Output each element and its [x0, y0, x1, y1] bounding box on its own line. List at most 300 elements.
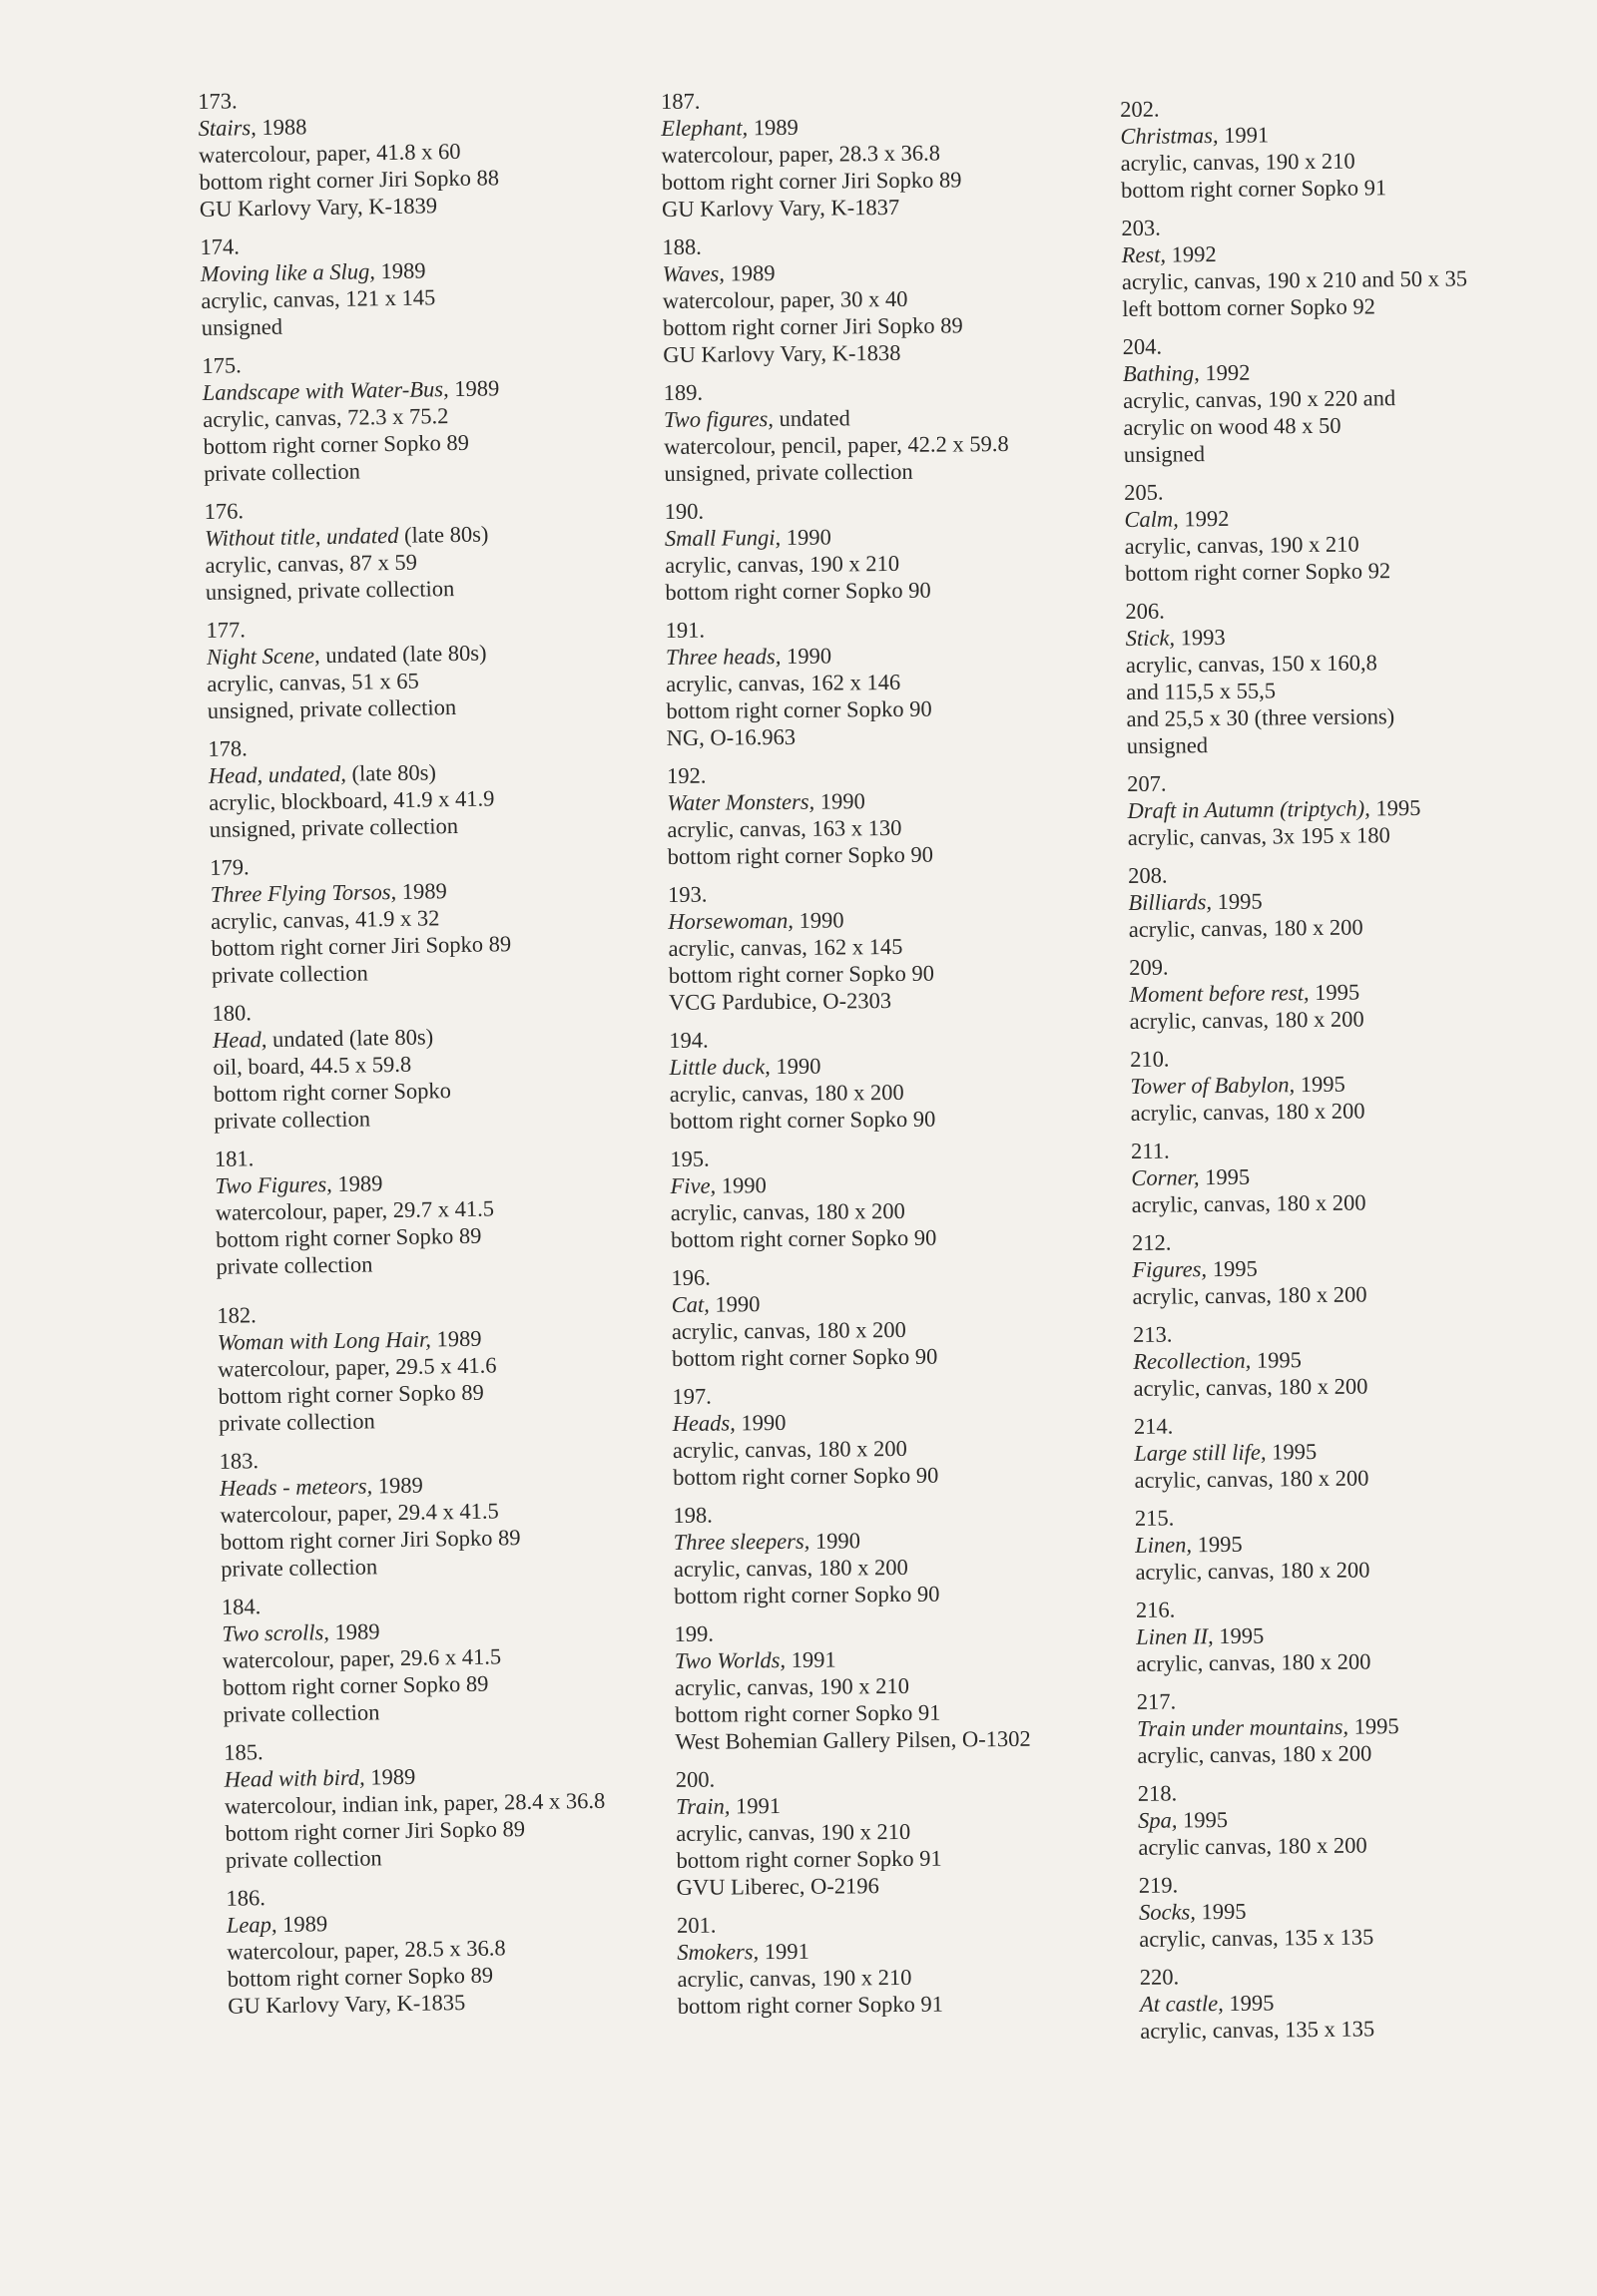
entry-detail-line: acrylic, canvas, 190 x 210 and 50 x 35: [1121, 265, 1468, 294]
entry-detail-line: acrylic on wood 48 x 50: [1123, 412, 1341, 440]
catalogue-entry: [224, 1732, 665, 1874]
entry-detail-line: oil, board, 44.5 x 59.8: [213, 1051, 412, 1080]
entry-title: Five,: [670, 1172, 717, 1198]
entry-detail-line: acrylic, canvas, 180 x 200: [1137, 1740, 1372, 1768]
entry-date: 1990: [793, 907, 844, 933]
entry-title: Leap,: [226, 1911, 277, 1938]
entry-detail-line: watercolour, indian ink, paper, 28.4 x 36.8: [224, 1787, 606, 1819]
entry-date: 1990: [781, 524, 831, 550]
entry-detail-line: watercolour, paper, 29.4 x 41.5: [220, 1498, 500, 1528]
entry-title: Three sleepers,: [673, 1528, 810, 1555]
catalogue-entry: [1135, 1500, 1595, 1586]
entry-detail-line: acrylic canvas, 180 x 200: [1138, 1832, 1367, 1860]
entry-title: Waves,: [662, 260, 726, 286]
entry-title-line: [664, 402, 1103, 433]
catalogue-entry: [666, 613, 1106, 751]
entry-title: Linen,: [1135, 1532, 1193, 1558]
entry-detail-line: bottom right corner Jiri Sopko 89: [225, 1816, 526, 1846]
entry-number: 176.: [204, 498, 245, 524]
entry-date: 1995: [1369, 794, 1421, 821]
entry-detail-line: acrylic, canvas, 180 x 200: [1133, 1373, 1368, 1401]
entry-detail-line: bottom right corner Sopko 90: [673, 1462, 939, 1490]
entry-detail-line: unsigned, private collection: [664, 458, 913, 486]
entry-detail-line: watercolour, paper, 29.7 x 41.5: [215, 1195, 495, 1225]
entry-number: 189.: [663, 379, 704, 405]
entry-title: Without title, undated: [204, 522, 399, 551]
entry-title-line: [677, 1935, 1116, 1966]
entry-detail-line: acrylic, canvas, 162 x 145: [668, 933, 903, 961]
entry-date: 1990: [770, 1053, 821, 1080]
entry-title-line: [665, 521, 1104, 552]
entry-date: 1995: [1206, 1255, 1258, 1282]
entry-detail-line: unsigned: [1123, 441, 1206, 467]
entry-title: Spa,: [1137, 1807, 1178, 1833]
entry-number: 207.: [1127, 770, 1167, 796]
entry-title-line: [672, 1287, 1111, 1318]
entry-title: Moving like a Slug,: [200, 258, 376, 286]
entry-date: 1991: [759, 1938, 809, 1965]
catalogue-entry: [1139, 1867, 1597, 1953]
catalogue-entry: [1137, 1683, 1597, 1769]
entry-title: Two figures,: [663, 406, 775, 432]
catalogue-entry: [1130, 1041, 1590, 1127]
entry-number: 206.: [1125, 598, 1165, 624]
catalogue-entry: [1120, 91, 1580, 204]
entry-detail-line: bottom right corner Sopko 90: [667, 841, 934, 869]
entry-detail-line: bottom right corner Jiri Sopko 89: [662, 312, 963, 340]
entry-title: Three heads,: [665, 643, 782, 670]
catalogue-entry: [661, 84, 1101, 223]
entry-detail-line: acrylic, canvas, 41.9 x 32: [210, 905, 440, 934]
entry-detail-line: private collection: [225, 1845, 382, 1873]
catalogue-entry: [1136, 1592, 1596, 1677]
entry-detail-line: acrylic, canvas, 190 x 210: [1120, 148, 1355, 176]
entry-date: 1993: [1174, 624, 1226, 651]
catalogue-entry: [676, 1762, 1116, 1901]
entry-date: 1990: [716, 1172, 767, 1198]
entry-number: 215.: [1134, 1505, 1175, 1531]
entry-detail-line: GU Karlovy Vary, K-1838: [663, 339, 901, 367]
entry-detail-line: acrylic, canvas, 135 x 135: [1139, 1924, 1374, 1952]
entry-number: 184.: [221, 1594, 262, 1619]
entry-date: undated (late 80s): [266, 1024, 434, 1053]
entry-title: Calm,: [1124, 506, 1179, 532]
entry-detail-line: private collection: [216, 1251, 373, 1279]
entry-number: 198.: [673, 1502, 713, 1528]
entry-date: 1995: [1223, 1990, 1275, 2017]
catalogue-entry: [1129, 949, 1589, 1035]
catalogue-entry: [210, 847, 651, 989]
entry-detail-line: GVU Liberec, O-2196: [676, 1873, 879, 1900]
entry-detail-line: acrylic, canvas, 180 x 200: [672, 1435, 907, 1463]
catalogue-entry: [664, 375, 1104, 487]
entry-detail-line: bottom right corner Sopko 89: [218, 1379, 484, 1409]
entry-number: 220.: [1139, 1964, 1180, 1990]
entry-number: 175.: [202, 352, 242, 378]
entry-title: Train under mountains,: [1137, 1713, 1349, 1741]
entry-number: 205.: [1124, 479, 1164, 505]
entry-date: 1989: [395, 878, 447, 904]
entry-detail-line: bottom right corner Sopko 89: [222, 1670, 489, 1700]
entry-number: 183.: [219, 1448, 260, 1474]
entry-date: 1995: [1191, 1531, 1243, 1558]
entry-detail-line: bottom right corner Sopko 90: [666, 695, 932, 723]
entry-title-line: [673, 1406, 1112, 1437]
catalogue-entry: [217, 1295, 658, 1437]
entry-detail-line: acrylic, canvas, 180 x 200: [1131, 1189, 1366, 1217]
entry-number: 208.: [1128, 862, 1168, 888]
entry-number: 190.: [664, 498, 705, 524]
entry-number: 181.: [214, 1146, 255, 1171]
entry-detail-line: acrylic, canvas, 190 x 210: [677, 1964, 912, 1992]
entry-number: 219.: [1138, 1872, 1179, 1898]
catalogue-entry: [198, 81, 639, 223]
entry-title: Large still life,: [1134, 1439, 1267, 1466]
entry-detail-line: acrylic, canvas, 190 x 210: [674, 1672, 910, 1700]
catalogue-entry: [1134, 1408, 1594, 1494]
entry-detail-line: private collection: [203, 458, 361, 486]
entry-detail-line: and 115,5 x 55,5: [1126, 678, 1277, 704]
entry-number: 195.: [670, 1146, 710, 1171]
entry-number: 209.: [1129, 954, 1169, 980]
entry-number: 200.: [675, 1766, 716, 1792]
entry-number: 197.: [672, 1383, 712, 1409]
catalogue-entry: [1132, 1224, 1592, 1310]
entry-date: 1989: [276, 1911, 328, 1937]
entry-detail-line: acrylic, canvas, 180 x 200: [670, 1197, 905, 1225]
entry-title: Smokers,: [677, 1939, 760, 1965]
entry-detail-line: unsigned: [201, 313, 283, 340]
catalogue-entry: [1125, 593, 1586, 759]
entry-date: 1990: [809, 1528, 861, 1554]
entry-date: (late 80s): [398, 521, 489, 548]
entry-date: 1989: [364, 1763, 416, 1790]
entry-title: Two Worlds,: [674, 1646, 787, 1673]
catalogue-entry: [1122, 328, 1582, 468]
entry-number: 178.: [208, 735, 248, 761]
entry-title-line: [674, 1525, 1113, 1556]
entry-title: Bathing,: [1122, 360, 1200, 386]
catalogue-entry: [212, 993, 653, 1135]
entry-detail-line: and 25,5 x 30 (three versions): [1126, 703, 1395, 731]
entry-date: 1992: [1178, 505, 1230, 532]
entry-title: Billiards,: [1128, 889, 1213, 915]
entry-detail-line: acrylic, canvas, 180 x 200: [1130, 1098, 1365, 1126]
entry-date: 1995: [1266, 1439, 1318, 1465]
entry-detail-line: watercolour, paper, 28.5 x 36.8: [227, 1935, 506, 1965]
entry-date: 1991: [785, 1646, 836, 1672]
entry-title: Cat,: [671, 1291, 710, 1317]
entry-title: Two scrolls,: [222, 1619, 330, 1646]
entry-title-line: [676, 1789, 1115, 1820]
catalogue-entry: [219, 1441, 660, 1583]
catalogue-entry: [206, 610, 647, 724]
entry-detail-line: bottom right corner Jiri Sopko 88: [199, 165, 500, 195]
entry-date: 1995: [1251, 1347, 1303, 1373]
entry-title: Small Fungi,: [664, 524, 782, 551]
entry-detail-line: bottom right corner Sopko 89: [227, 1962, 494, 1992]
entry-detail-line: acrylic, canvas, 180 x 200: [1135, 1557, 1370, 1585]
entry-title: Figures,: [1132, 1256, 1208, 1282]
catalogue-entry: [215, 1139, 656, 1280]
entry-title: Water Monsters,: [667, 788, 815, 815]
entry-detail-line: acrylic, canvas, 121 x 145: [201, 284, 436, 313]
catalogue-entry: [1131, 1133, 1591, 1218]
entry-detail-line: watercolour, pencil, paper, 42.2 x 59.8: [664, 430, 1009, 459]
entry-detail-line: acrylic, canvas, 180 x 200: [669, 1079, 904, 1107]
catalogue-entry: [671, 1260, 1111, 1372]
entry-detail-line: NG, O-16.963: [666, 723, 797, 750]
entry-date: 1995: [1213, 1622, 1265, 1649]
entry-detail-line: unsigned, private collection: [207, 694, 457, 723]
catalogue-column-1: [198, 81, 668, 2031]
catalogue-entry: [1128, 857, 1588, 943]
entry-number: 194.: [669, 1027, 709, 1053]
entry-number: 202.: [1120, 96, 1160, 122]
entry-number: 214.: [1133, 1413, 1174, 1439]
entry-detail-line: bottom right corner Sopko 90: [672, 1343, 938, 1371]
entry-detail-line: acrylic, canvas, 180 x 200: [1132, 1281, 1367, 1309]
entry-detail-line: acrylic, canvas, 180 x 200: [671, 1316, 906, 1344]
entry-detail-line: watercolour, paper, 30 x 40: [662, 285, 908, 313]
catalogue-entry: [672, 1379, 1112, 1491]
entry-detail-line: bottom right corner Sopko 91: [676, 1845, 942, 1873]
entry-title: Landscape with Water-Bus,: [202, 376, 449, 405]
entry-title: Horsewoman,: [668, 907, 795, 934]
entry-number: 193.: [667, 881, 708, 907]
entry-detail-line: GU Karlovy Vary, K-1839: [199, 193, 438, 222]
entry-date: 1989: [374, 257, 426, 284]
entry-number: 185.: [224, 1739, 264, 1765]
entry-detail-line: acrylic, canvas, 190 x 210: [1124, 531, 1359, 559]
entry-detail-line: acrylic, canvas, 51 x 65: [207, 668, 419, 696]
entry-title: Head with bird,: [224, 1764, 365, 1792]
entry-detail-line: private collection: [218, 1408, 376, 1436]
catalogue-entry: [1121, 210, 1581, 322]
entry-date: 1995: [1195, 1898, 1247, 1925]
entry-date: 1995: [1199, 1163, 1251, 1190]
entry-detail-line: watercolour, paper, 41.8 x 60: [198, 138, 461, 168]
entry-title: Christmas,: [1120, 122, 1219, 149]
entry-number: 192.: [666, 762, 707, 788]
entry-detail-line: private collection: [211, 960, 368, 988]
catalogue-entry: [200, 227, 641, 341]
entry-title: Stick,: [1125, 625, 1176, 651]
entry-date: 1989: [724, 260, 776, 286]
entry-detail-line: West Bohemian Gallery Pilsen, O-1302: [675, 1725, 1031, 1754]
entry-number: 217.: [1136, 1688, 1177, 1714]
entry-number: 211.: [1130, 1138, 1170, 1163]
entry-detail-line: bottom right corner Sopko 90: [669, 1106, 936, 1134]
entry-title: Corner,: [1131, 1164, 1200, 1190]
entry-title: Linen II,: [1136, 1623, 1214, 1649]
entry-title: Two Figures,: [215, 1171, 332, 1198]
entry-detail-line: unsigned, private collection: [205, 576, 455, 605]
entry-detail-line: bottom right corner Sopko 90: [674, 1581, 940, 1608]
entry-detail-line: acrylic, canvas, 190 x 220 and: [1123, 385, 1396, 413]
catalogue-entry: [202, 345, 643, 487]
entry-detail-line: acrylic, canvas, 180 x 200: [1128, 914, 1363, 942]
catalogue-entry: [665, 494, 1105, 606]
entry-detail-line: acrylic, canvas, 72.3 x 75.2: [203, 403, 449, 432]
entry-detail-line: acrylic, canvas, 180 x 200: [673, 1554, 908, 1582]
entry-date: 1989: [371, 1472, 423, 1499]
entry-date: 1995: [1177, 1806, 1229, 1833]
entry-number: 199.: [674, 1620, 715, 1646]
entry-detail-line: left bottom corner Sopko 92: [1122, 293, 1376, 321]
entry-detail-line: unsigned: [1126, 732, 1209, 758]
entry-detail-line: acrylic, canvas, 3x 195 x 180: [1127, 822, 1390, 850]
entry-date: 1995: [1211, 888, 1263, 915]
entry-title: Socks,: [1138, 1899, 1197, 1925]
entry-title-line: [668, 904, 1107, 935]
catalogue-entry: [1138, 1775, 1597, 1861]
entry-title: Three Flying Torsos,: [210, 878, 397, 907]
entry-detail-line: bottom right corner Jiri Sopko 89: [661, 167, 962, 195]
entry-title: Tower of Babylon,: [1130, 1072, 1296, 1099]
entry-detail-line: bottom right corner Sopko 90: [665, 577, 931, 605]
catalogue-entry: [669, 1023, 1109, 1135]
entry-title-line: [661, 111, 1100, 142]
entry-date: 1995: [1347, 1713, 1399, 1739]
entry-detail-line: acrylic, canvas, 190 x 210: [665, 550, 900, 578]
entry-detail-line: acrylic, canvas, 150 x 160,8: [1125, 650, 1377, 678]
entry-detail-line: bottom right corner Sopko 91: [675, 1699, 941, 1727]
entry-date: 1990: [781, 643, 832, 669]
catalogue-entry: [1140, 1959, 1597, 2045]
entry-number: 180.: [212, 1000, 253, 1026]
entry-date: 1990: [709, 1291, 761, 1317]
catalogue-entry: [674, 1616, 1114, 1755]
entry-title: At castle,: [1139, 1991, 1224, 2017]
entry-detail-line: acrylic, canvas, 162 x 146: [666, 669, 901, 696]
catalogue-column-2: [661, 84, 1117, 2031]
entry-title: Head,: [212, 1027, 267, 1053]
entry-detail-line: acrylic, canvas, 87 x 59: [205, 549, 418, 578]
entry-detail-line: private collection: [223, 1699, 380, 1727]
entry-detail-line: watercolour, paper, 29.5 x 41.6: [217, 1352, 497, 1382]
entry-number: 187.: [661, 88, 701, 114]
entry-number: 173.: [198, 88, 238, 114]
entry-detail-line: bottom right corner Sopko 90: [670, 1224, 937, 1252]
entry-number: 213.: [1132, 1321, 1173, 1347]
catalogue-entry: [677, 1908, 1117, 2020]
entry-detail-line: acrylic, canvas, 135 x 135: [1140, 2016, 1375, 2044]
entry-number: 210.: [1129, 1046, 1170, 1072]
entry-date: (late 80s): [345, 759, 437, 786]
catalogue-entry: [667, 758, 1107, 870]
entry-title: Moment before rest,: [1129, 980, 1310, 1007]
entry-detail-line: bottom right corner Jiri Sopko 89: [211, 931, 512, 961]
entry-detail-line: GU Karlovy Vary, K-1835: [228, 1990, 466, 2019]
entry-detail-line: bottom right corner Sopko 92: [1124, 558, 1391, 586]
entry-date: undated: [773, 405, 850, 432]
entry-date: 1990: [814, 788, 865, 814]
entry-title: Elephant,: [661, 115, 749, 141]
entry-number: 196.: [671, 1264, 711, 1290]
entry-number: 218.: [1137, 1780, 1178, 1806]
entry-detail-line: private collection: [214, 1106, 371, 1134]
entry-title: Train,: [675, 1793, 731, 1819]
entry-date: 1992: [1165, 240, 1217, 267]
entry-detail-line: watercolour, paper, 29.6 x 41.5: [222, 1643, 502, 1673]
entry-number: 188.: [662, 233, 702, 259]
entry-detail-line: bottom right corner Sopko: [213, 1078, 452, 1107]
catalogue-entry: [1124, 474, 1584, 587]
entry-detail-line: bottom right corner Sopko 89: [203, 429, 470, 459]
entry-detail-line: bottom right corner Sopko 90: [668, 960, 935, 988]
entry-number: 201.: [676, 1912, 717, 1938]
catalogue-entry: [662, 230, 1102, 368]
entry-detail-line: acrylic, canvas, 180 x 200: [1129, 1006, 1364, 1034]
catalogue-entry: [673, 1498, 1113, 1609]
entry-date: 1991: [730, 1793, 782, 1819]
entry-title: Little duck,: [669, 1054, 771, 1080]
entry-detail-line: bottom right corner Sopko 89: [215, 1222, 482, 1252]
entry-date: 1991: [1218, 122, 1270, 148]
entry-title: Stairs,: [198, 115, 257, 141]
entry-title-line: [675, 1643, 1114, 1674]
entry-number: 216.: [1135, 1597, 1176, 1622]
entry-detail-line: acrylic, blockboard, 41.9 x 41.9: [209, 785, 495, 815]
entry-title: Heads - meteors,: [219, 1473, 373, 1501]
entry-date: 1995: [1295, 1071, 1345, 1098]
entry-date: 1990: [735, 1409, 787, 1436]
entry-number: 186.: [226, 1885, 266, 1911]
entry-title-line: [667, 785, 1106, 816]
catalogue-entry: [670, 1142, 1110, 1253]
entry-date: 1989: [328, 1618, 380, 1645]
entry-title: Head, undated,: [208, 760, 347, 788]
entry-date: 1989: [430, 1325, 482, 1352]
catalogue-entry: [208, 728, 649, 843]
entry-title: Draft in Autumn (triptych),: [1127, 795, 1370, 823]
entry-number: 204.: [1122, 333, 1163, 359]
entry-number: 174.: [200, 233, 241, 259]
entry-date: 1988: [256, 114, 307, 141]
entry-title: Heads,: [672, 1410, 736, 1436]
entry-number: 212.: [1131, 1229, 1172, 1255]
catalogue-entry: [1127, 765, 1587, 851]
entry-title-line: [669, 1050, 1108, 1081]
entry-number: 177.: [206, 617, 247, 643]
catalogue-entry: [668, 877, 1108, 1016]
entry-detail-line: VCG Pardubice, O-2303: [668, 988, 892, 1015]
entry-title: Woman with Long Hair,: [217, 1326, 432, 1355]
entry-date: 1989: [331, 1170, 383, 1197]
entry-detail-line: bottom right corner Jiri Sopko 89: [220, 1525, 521, 1555]
entry-number: 179.: [210, 854, 250, 880]
entry-title: Rest,: [1121, 241, 1167, 267]
entry-detail-line: acrylic, canvas, 190 x 210: [676, 1818, 911, 1846]
entry-number: 191.: [665, 617, 706, 643]
entry-detail-line: acrylic, canvas, 180 x 200: [1136, 1648, 1371, 1676]
entry-detail-line: acrylic, canvas, 180 x 200: [1134, 1465, 1369, 1493]
catalogue-entry: [222, 1587, 663, 1728]
entry-date: 1995: [1309, 979, 1360, 1006]
entry-title-line: [666, 640, 1105, 671]
entry-date: 1992: [1199, 359, 1251, 386]
entry-date: 1989: [448, 375, 500, 402]
entry-number: 203.: [1121, 215, 1161, 240]
entry-number: 182.: [217, 1302, 257, 1328]
entry-title-line: [663, 256, 1102, 287]
entry-detail-line: watercolour, paper, 28.3 x 36.8: [661, 140, 941, 168]
entry-title: Night Scene,: [206, 643, 320, 670]
entry-date: 1989: [748, 114, 798, 141]
entry-detail-line: acrylic, canvas, 163 x 130: [667, 814, 902, 842]
entry-detail-line: GU Karlovy Vary, K-1837: [661, 194, 900, 222]
